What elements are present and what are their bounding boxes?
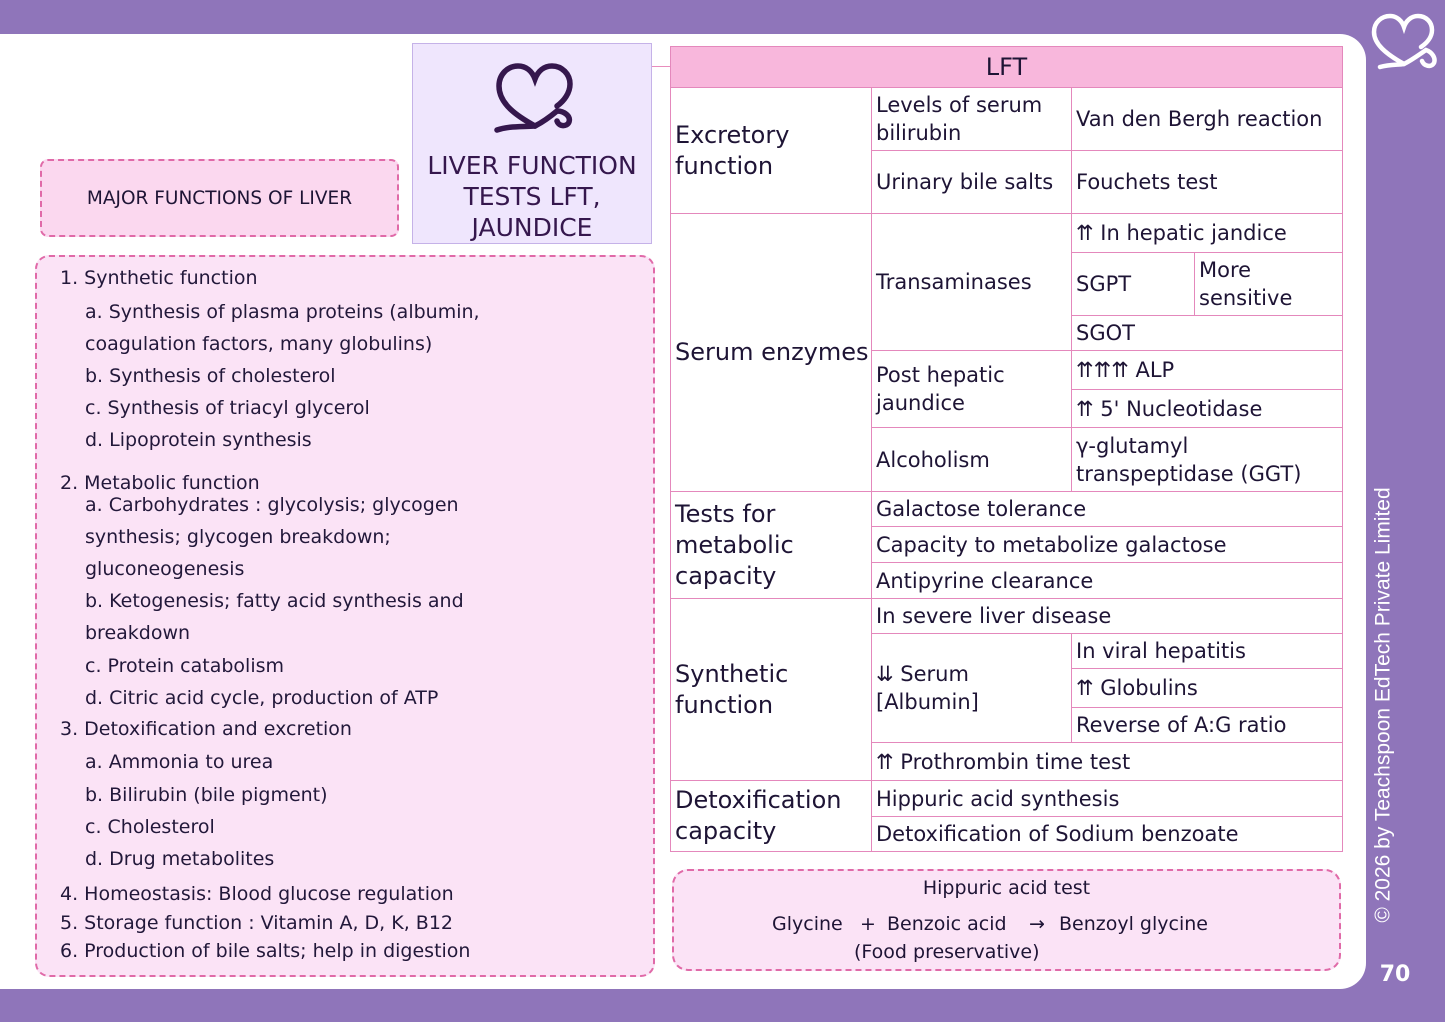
list-item: a. Carbohydrates : glycolysis; glycogen — [85, 494, 459, 516]
lft-header: LFT — [670, 46, 1343, 88]
test-fouchets: Fouchets test — [1071, 150, 1343, 214]
test-antipyrine-clearance: Antipyrine clearance — [871, 562, 1343, 599]
list-item: a. Synthesis of plasma proteins (albumin, — [85, 301, 480, 323]
list-item: b. Bilirubin (bile pigment) — [85, 784, 328, 806]
list-item: d. Drug metabolites — [85, 848, 275, 870]
connector-line — [652, 66, 672, 67]
list-item: 1. Synthetic function — [60, 267, 258, 289]
hippuric-title: Hippuric acid test — [922, 877, 1091, 899]
list-item: 3. Detoxification and excretion — [60, 718, 352, 740]
test-globulins: ⇈ Globulins — [1071, 668, 1343, 708]
test-serum-albumin: ⇊ Serum [Albumin] — [871, 633, 1072, 743]
test-serum-bilirubin: Levels of serum bilirubin — [871, 87, 1072, 151]
category-detoxification-capacity: Detoxification capacity — [670, 780, 872, 852]
reactant-glycine: Glycine — [772, 913, 843, 935]
list-item: 6. Production of bile salts; help in digestion — [60, 940, 471, 962]
major-functions-list — [35, 255, 655, 977]
list-item: c. Protein catabolism — [85, 655, 284, 677]
test-urinary-bile-salts: Urinary bile salts — [871, 150, 1072, 214]
list-item: b. Ketogenesis; fatty acid synthesis and — [85, 590, 464, 612]
hippuric-acid-test-box — [672, 869, 1341, 971]
hippuric-note: (Food preservative) — [854, 941, 1040, 963]
test-galactose-tolerance: Galactose tolerance — [871, 491, 1343, 527]
title-card — [412, 43, 652, 244]
category-synthetic-function: Synthetic function — [670, 598, 872, 781]
reactant-benzoic-acid: Benzoic acid — [887, 913, 1007, 935]
list-item: 5. Storage function : Vitamin A, D, K, B12 — [60, 912, 453, 934]
arrow-icon: → — [1029, 913, 1045, 935]
test-prothrombin-time: ⇈ Prothrombin time test — [871, 742, 1343, 781]
list-item: 4. Homeostasis: Blood glucose regulation — [60, 883, 454, 905]
test-van-den-bergh: Van den Bergh reaction — [1071, 87, 1343, 151]
test-hippuric-acid-synthesis: Hippuric acid synthesis — [871, 780, 1343, 817]
list-item: coagulation factors, many globulins) — [85, 333, 433, 355]
list-item: c. Synthesis of triacyl glycerol — [85, 397, 370, 419]
note-viral-hepatitis: In viral hepatitis — [1071, 633, 1343, 669]
page-number: 70 — [1379, 962, 1411, 987]
test-sgpt: SGPT — [1071, 252, 1195, 316]
test-nucleotidase: ⇈ 5' Nucleotidase — [1071, 389, 1343, 428]
test-alp: ⇈⇈⇈ ALP — [1071, 350, 1343, 390]
note-severe-liver-disease: In severe liver disease — [871, 598, 1343, 634]
list-item: c. Cholesterol — [85, 816, 215, 838]
product-benzoyl-glycine: Benzoyl glycine — [1059, 913, 1208, 935]
list-item: b. Synthesis of cholesterol — [85, 365, 336, 387]
test-ggt: γ-glutamyl transpeptidase (GGT) — [1071, 427, 1343, 492]
list-item: d. Citric acid cycle, production of ATP — [85, 687, 439, 709]
note-hepatic-jaundice: ⇈ In hepatic jandice — [1071, 213, 1343, 253]
test-sgot: SGOT — [1071, 315, 1343, 351]
category-excretory-function: Excretory function — [670, 87, 872, 214]
category-serum-enzymes: Serum enzymes — [670, 213, 872, 492]
test-transaminases: Transaminases — [871, 213, 1072, 351]
major-functions-heading: MAJOR FUNCTIONS OF LIVER — [40, 159, 399, 237]
test-sodium-benzoate: Detoxification of Sodium benzoate — [871, 816, 1343, 852]
lft-table — [670, 46, 1343, 852]
page-title: LIVER FUNCTION TESTS LFT, JAUNDICE — [427, 151, 637, 242]
note-more-sensitive: More sensitive — [1194, 252, 1343, 316]
list-item: breakdown — [85, 622, 191, 644]
list-item: a. Ammonia to urea — [85, 751, 274, 773]
test-post-hepatic-jaundice: Post hepatic jaundice — [871, 350, 1072, 428]
list-item: d. Lipoprotein synthesis — [85, 429, 312, 451]
heart-stethoscope-icon — [491, 56, 581, 136]
test-alcoholism: Alcoholism — [871, 427, 1072, 492]
test-capacity-galactose: Capacity to metabolize galactose — [871, 526, 1343, 563]
brand-logo-icon — [1366, 10, 1442, 74]
note-ag-ratio: Reverse of A:G ratio — [1071, 707, 1343, 743]
list-item: gluconeogenesis — [85, 558, 245, 580]
list-item: synthesis; glycogen breakdown; — [85, 526, 391, 548]
list-item: 2. Metabolic function — [60, 472, 260, 494]
plus-sign: + — [860, 913, 876, 935]
copyright-notice: © 2026 by Teachspoon EdTech Private Limited — [1372, 487, 1396, 923]
category-metabolic-capacity: Tests for metabolic capacity — [670, 491, 872, 599]
